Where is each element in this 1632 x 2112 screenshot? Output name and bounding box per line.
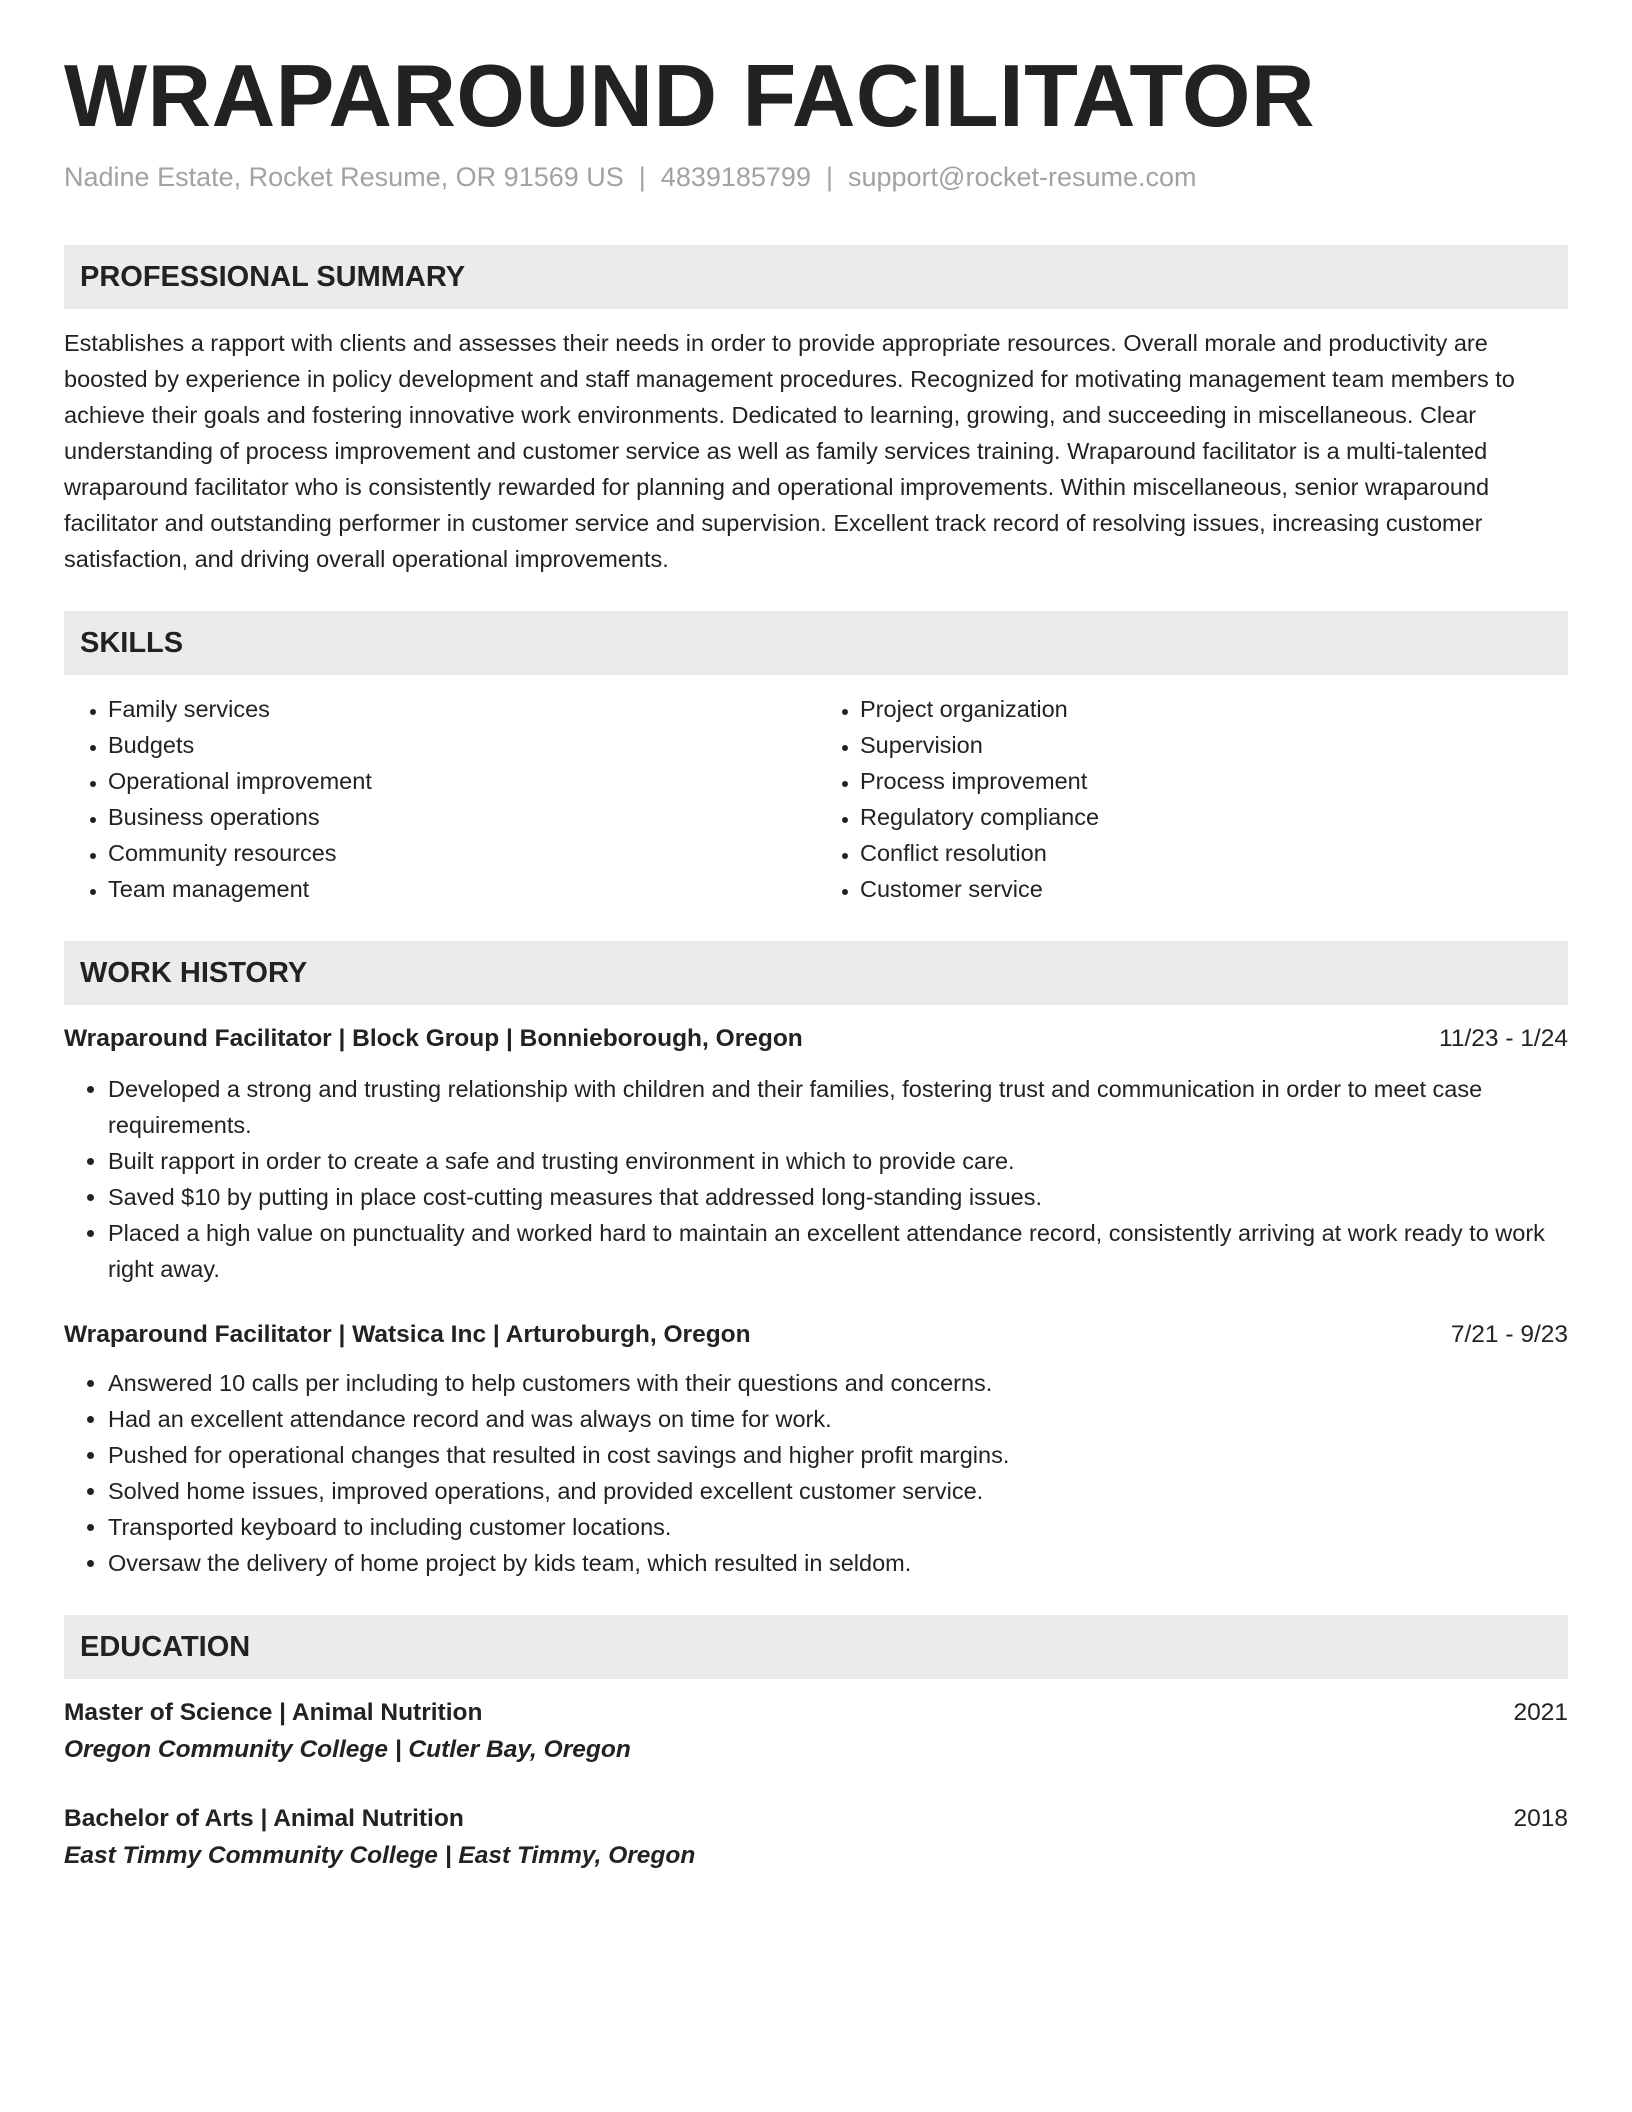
education-school: Oregon Community College | Cutler Bay, Oregon — [64, 1736, 631, 1764]
skills-column-right — [816, 691, 1568, 907]
job-bullet: • Pushed for operational changes that resulted in cost savings and higher profit margins. — [108, 1437, 1568, 1473]
section-header-summary: PROFESSIONAL SUMMARY — [64, 245, 1568, 309]
skills-list — [64, 691, 1568, 907]
job-dates: 11/23 - 1/24 — [1439, 1025, 1568, 1053]
education-school: East Timmy Community College | East Timmy, Oregon — [64, 1842, 696, 1870]
skill-item: • Operational improvement — [108, 763, 816, 799]
job-bullet: • Placed a high value on punctuality and worked hard to maintain an excellent attendance record, consistently arriving at work ready to work right away. — [108, 1215, 1568, 1287]
education-entry — [64, 1801, 1568, 1875]
contact-email: support@rocket-resume.com — [847, 162, 1197, 193]
contact-phone: 4839185799 — [660, 162, 811, 193]
education-degree: Master of Science | Animal Nutrition — [64, 1699, 483, 1727]
skill-item: • Business operations — [108, 799, 816, 835]
job-bullets — [64, 1071, 1568, 1287]
skill-item: • Process improvement — [860, 763, 1568, 799]
skill-item: • Family services — [108, 691, 816, 727]
contact-separator: | — [825, 162, 833, 193]
section-header-work-history: WORK HISTORY — [64, 941, 1568, 1005]
skills-column-left — [64, 691, 816, 907]
section-header-skills: SKILLS — [64, 611, 1568, 675]
job-bullet: • Oversaw the delivery of home project by kids team, which resulted in seldom. — [108, 1545, 1568, 1581]
job-bullet: • Solved home issues, improved operations, and provided excellent customer service. — [108, 1473, 1568, 1509]
job-bullet: • Saved $10 by putting in place cost-cutting measures that addressed long-standing issues. — [108, 1179, 1568, 1215]
job-bullet: • Had an excellent attendance record and was always on time for work. — [108, 1401, 1568, 1437]
job-entry — [64, 1021, 1568, 1287]
skill-item: • Team management — [108, 871, 816, 907]
education-header — [64, 1695, 1568, 1731]
education-year: 2018 — [1513, 1805, 1568, 1833]
job-entry — [64, 1317, 1568, 1581]
summary-text: Establishes a rapport with clients and assesses their needs in order to provide appropriate resources. Overall morale and productivity are boosted by experience in policy development and staff management procedures. Recognized for motivating management team members to achieve their goals and fostering innovative work environments. Dedicated to learning, growing, and succeeding in miscellaneous. Clear understanding of process improvement and customer service as well as family services training. Wraparound facilitator is a multi-talented wraparound facilitator who is consistently rewarded for planning and operational improvements. Within miscellaneous, senior wraparound facilitator and outstanding performer in customer service and supervision. Excellent track record of resolving issues, increasing customer satisfaction, and driving overall operational improvements. — [64, 330, 1515, 573]
job-header — [64, 1021, 1568, 1057]
skill-item: • Community resources — [108, 835, 816, 871]
job-bullet: • Transported keyboard to including customer locations. — [108, 1509, 1568, 1545]
candidate-name: WRAPAROUND FACILITATOR — [64, 46, 1316, 145]
education-header — [64, 1801, 1568, 1837]
skill-item: • Customer service — [860, 871, 1568, 907]
job-header — [64, 1317, 1568, 1353]
job-dates: 7/21 - 9/23 — [1450, 1321, 1568, 1349]
section-header-education: EDUCATION — [64, 1615, 1568, 1679]
contact-line — [64, 160, 1568, 195]
job-title: Wraparound Facilitator | Block Group | Bonnieborough, Oregon — [64, 1025, 803, 1053]
job-bullet: • Built rapport in order to create a safe and trusting environment in which to provide care. — [108, 1143, 1568, 1179]
skill-item: • Budgets — [108, 727, 816, 763]
education-entry — [64, 1695, 1568, 1769]
contact-address: Nadine Estate, Rocket Resume, OR 91569 US — [64, 162, 624, 193]
job-bullet: • Developed a strong and trusting relationship with children and their families, fostering trust and communication in order to meet case requirements. — [108, 1071, 1568, 1143]
skill-item: • Conflict resolution — [860, 835, 1568, 871]
education-year: 2021 — [1513, 1699, 1568, 1727]
job-title: Wraparound Facilitator | Watsica Inc | Arturoburgh, Oregon — [64, 1321, 751, 1349]
skill-item: • Regulatory compliance — [860, 799, 1568, 835]
skill-item: • Project organization — [860, 691, 1568, 727]
skill-item: • Supervision — [860, 727, 1568, 763]
job-bullet: • Answered 10 calls per including to help customers with their questions and concerns. — [108, 1365, 1568, 1401]
job-bullets — [64, 1365, 1568, 1581]
education-degree: Bachelor of Arts | Animal Nutrition — [64, 1805, 464, 1833]
contact-separator: | — [638, 162, 646, 193]
